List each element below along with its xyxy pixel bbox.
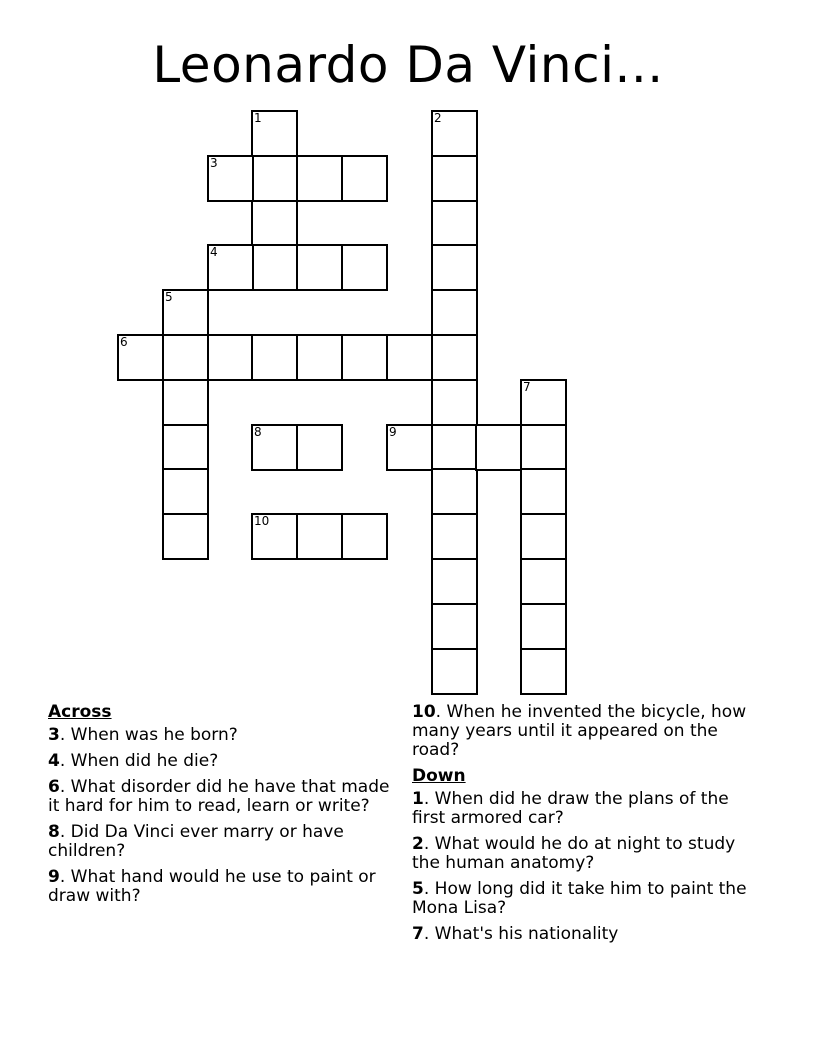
grid-cell[interactable] <box>431 289 478 336</box>
clue-number-label: 6 <box>120 335 128 349</box>
grid-cell[interactable] <box>431 200 478 247</box>
clue-across-3: 3. When was he born? <box>48 725 238 745</box>
grid-cell[interactable] <box>251 334 298 381</box>
grid-cell[interactable] <box>296 424 343 471</box>
clue-number-label: 7 <box>523 380 531 394</box>
clue-down-7: 7. What's his nationality <box>412 924 619 944</box>
grid-cell[interactable] <box>162 334 209 381</box>
across-heading: Across <box>48 702 112 722</box>
clue-across-8: 8. Did Da Vinci ever marry or have children? <box>48 822 344 861</box>
grid-cell[interactable] <box>431 513 478 560</box>
grid-cell[interactable] <box>251 155 298 202</box>
grid-cell[interactable] <box>431 424 478 471</box>
clue-number-label: 4 <box>210 245 218 259</box>
grid-cell[interactable] <box>296 513 343 560</box>
grid-cell[interactable] <box>431 468 478 515</box>
clue-number-label: 9 <box>389 425 397 439</box>
clue-number-label: 10 <box>254 514 270 528</box>
grid-cell[interactable] <box>162 379 209 426</box>
across-clues <box>48 703 403 913</box>
clue-down-2: 2. What would he do at night to study the human anatomy? <box>412 834 736 873</box>
grid-cell[interactable] <box>296 155 343 202</box>
grid-cell[interactable] <box>431 110 478 157</box>
down-heading: Down <box>412 766 466 786</box>
grid-cell[interactable] <box>386 424 433 471</box>
grid-cell[interactable] <box>162 289 209 336</box>
clue-across-6: 6. What disorder did he have that made it hard for him to read, learn or write? <box>48 777 390 816</box>
grid-cell[interactable] <box>251 424 298 471</box>
grid-cell[interactable] <box>251 200 298 247</box>
grid-cell[interactable] <box>162 424 209 471</box>
clue-across-9: 9. What hand would he use to paint or draw with? <box>48 867 376 906</box>
grid-cell[interactable] <box>162 513 209 560</box>
grid-cell[interactable] <box>520 424 567 471</box>
clue-across-4: 4. When did he die? <box>48 751 219 771</box>
clue-number-label: 5 <box>165 290 173 304</box>
clue-number-label: 1 <box>254 111 262 125</box>
grid-cell[interactable] <box>251 244 298 291</box>
grid-cell[interactable] <box>431 558 478 605</box>
grid-cell[interactable] <box>207 334 254 381</box>
grid-cell[interactable] <box>431 155 478 202</box>
grid-cell[interactable] <box>386 334 433 381</box>
grid-cell[interactable] <box>251 110 298 157</box>
grid-cell[interactable] <box>431 379 478 426</box>
grid-cell[interactable] <box>296 334 343 381</box>
grid-cell[interactable] <box>520 558 567 605</box>
right-clues <box>412 703 752 951</box>
grid-cell[interactable] <box>251 513 298 560</box>
grid-cell[interactable] <box>341 244 388 291</box>
grid-cell[interactable] <box>162 468 209 515</box>
grid-cell[interactable] <box>117 334 164 381</box>
grid-cell[interactable] <box>520 603 567 650</box>
grid-cell[interactable] <box>341 155 388 202</box>
grid-cell[interactable] <box>431 244 478 291</box>
clue-number-label: 2 <box>434 111 442 125</box>
clue-down-5: 5. How long did it take him to paint the Mona Lisa? <box>412 879 747 918</box>
page-title: Leonardo Da Vinci... <box>152 36 664 94</box>
grid-cell[interactable] <box>431 334 478 381</box>
grid-cell[interactable] <box>207 155 254 202</box>
grid-cell[interactable] <box>431 603 478 650</box>
grid-cell[interactable] <box>520 513 567 560</box>
grid-cell[interactable] <box>341 334 388 381</box>
grid-cell[interactable] <box>520 379 567 426</box>
grid-cell[interactable] <box>475 424 522 471</box>
clue-down-1: 1. When did he draw the plans of the first armored car? <box>412 789 729 828</box>
grid-cell[interactable] <box>341 513 388 560</box>
grid-cell[interactable] <box>520 468 567 515</box>
grid-cell[interactable] <box>431 648 478 695</box>
grid-cell[interactable] <box>520 648 567 695</box>
grid-cell[interactable] <box>296 244 343 291</box>
clue-number-label: 3 <box>210 156 218 170</box>
clue-number-label: 8 <box>254 425 262 439</box>
clue-across-10: 10. When he invented the bicycle, how many years until it appeared on the road? <box>412 702 747 760</box>
grid-cell[interactable] <box>207 244 254 291</box>
